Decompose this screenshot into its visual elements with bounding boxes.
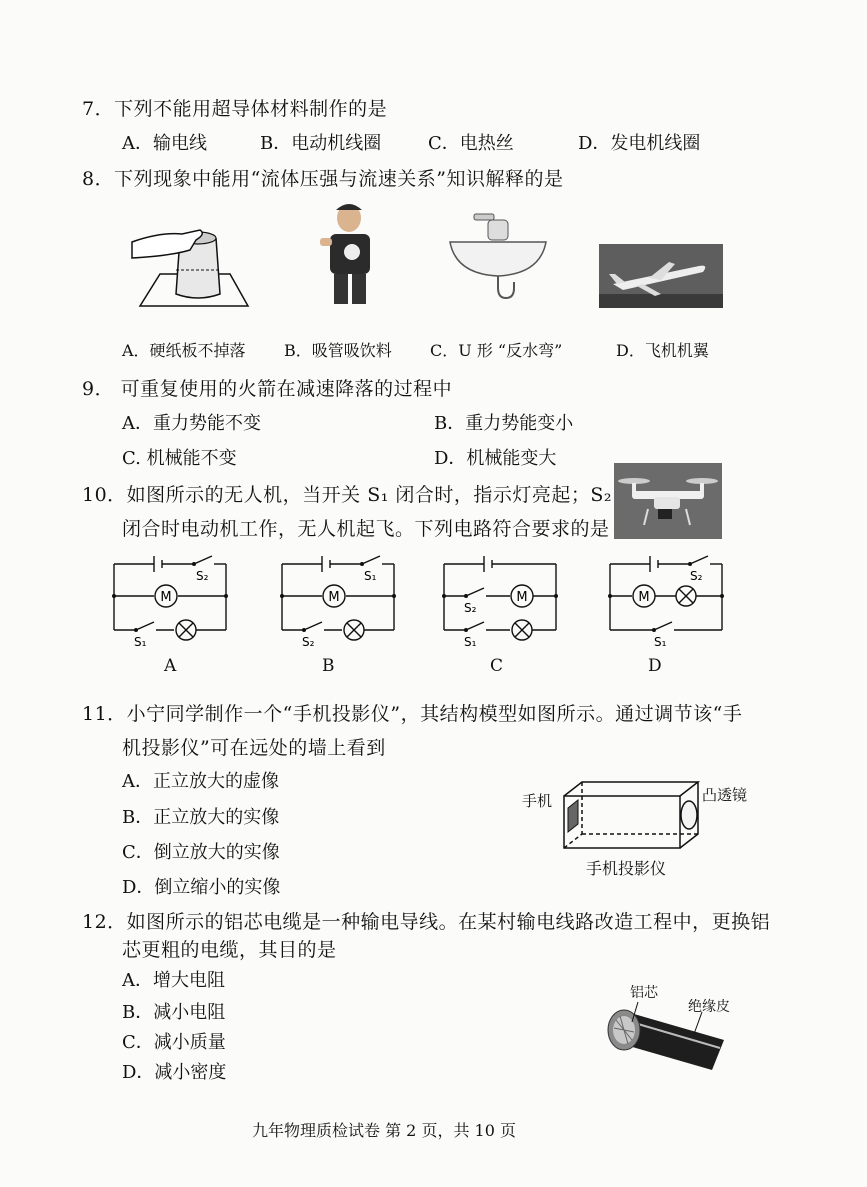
q10-image-drone — [614, 463, 722, 539]
q9-option-a: A．重力势能不变 — [122, 413, 261, 434]
q10-circuit-d-label: D — [648, 656, 662, 676]
q7-option-b: B．电动机线圈 — [260, 133, 382, 154]
q12-insulation-label: 绝缘皮 — [688, 999, 730, 1015]
q7-option-c: C．电热丝 — [428, 133, 514, 154]
q7-option-a: A．输电线 — [122, 133, 207, 154]
page-footer: 九年物理质检试卷 第 2 页，共 10 页 — [252, 1121, 516, 1140]
q8-option-b: B．吸管吸饮料 — [284, 341, 392, 360]
q11-figure-caption: 手机投影仪 — [586, 859, 667, 878]
q8-option-a: A．硬纸板不掉落 — [122, 341, 246, 360]
motor-label: M — [160, 590, 172, 605]
switch-label: S₁ — [364, 569, 377, 583]
motor-label: M — [638, 590, 650, 605]
switch-label: S₁ — [134, 635, 147, 649]
switch-label: S₁ — [464, 635, 477, 649]
q8-image-cardboard-cup — [130, 210, 258, 314]
q11-option-c: C．倒立放大的实像 — [122, 842, 280, 863]
q11-stem-line2: 机投影仪”可在远处的墙上看到 — [122, 737, 386, 759]
q11-stem-line1: 11．小宁同学制作一个“手机投影仪”，其结构模型如图所示。通过调节该“手 — [82, 703, 743, 725]
q10-circuit-c — [438, 548, 564, 650]
q12-option-a: A．增大电阻 — [122, 970, 225, 991]
q8-image-u-trap-sink — [444, 212, 552, 304]
q10-circuit-c-label: C — [490, 656, 504, 676]
q10-stem-line2: 闭合时电动机工作，无人机起飞。下列电路符合要求的是 — [122, 518, 610, 540]
q8-image-boy-straw — [316, 200, 378, 310]
q11-option-b: B．正立放大的实像 — [122, 807, 280, 828]
q11-option-d: D．倒立缩小的实像 — [122, 877, 281, 898]
q12-option-d: D．减小密度 — [122, 1062, 227, 1083]
q12-option-c: C．减小质量 — [122, 1032, 226, 1053]
q9-option-c: C. 机械能不变 — [122, 448, 237, 469]
q12-stem-line2: 芯更粗的电缆，其目的是 — [122, 939, 337, 961]
q9-option-b: B．重力势能变小 — [434, 413, 574, 434]
q10-circuit-a — [108, 548, 234, 650]
switch-label: S₂ — [196, 569, 209, 583]
q11-lens-label: 凸透镜 — [702, 786, 748, 804]
q8-image-airplane — [599, 244, 723, 308]
motor-label: M — [328, 590, 340, 605]
q8-stem: 8．下列现象中能用“流体压强与流速关系”知识解释的是 — [82, 168, 564, 190]
q9-stem: 9． 可重复使用的火箭在减速降落的过程中 — [82, 378, 453, 400]
q12-option-b: B．减小电阻 — [122, 1002, 226, 1023]
switch-label: S₂ — [302, 635, 315, 649]
q7-stem: 7．下列不能用超导体材料制作的是 — [82, 98, 388, 120]
motor-label: M — [516, 590, 528, 605]
q8-option-d: D．飞机机翼 — [616, 341, 709, 360]
switch-label: S₂ — [464, 601, 477, 615]
q10-circuit-b — [276, 548, 402, 650]
q7-option-d: D．发电机线圈 — [578, 133, 701, 154]
q9-option-d: D．机械能变大 — [434, 448, 557, 469]
q11-phone-label: 手机 — [522, 792, 553, 810]
q11-image-projector-box — [560, 778, 708, 852]
q12-core-label: 铝芯 — [630, 985, 658, 1001]
q10-circuit-b-label: B — [322, 656, 335, 676]
q10-circuit-d — [604, 548, 730, 650]
q10-stem-line1: 10．如图所示的无人机，当开关 S₁ 闭合时，指示灯亮起；S₂ — [82, 484, 613, 506]
q11-option-a: A．正立放大的虚像 — [122, 771, 279, 792]
q8-option-c: C．U 形 “反水弯” — [430, 341, 563, 360]
switch-label: S₁ — [654, 635, 667, 649]
switch-label: S₂ — [690, 569, 703, 583]
q12-stem-line1: 12．如图所示的铝芯电缆是一种输电导线。在某村输电线路改造工程中，更换铝 — [82, 911, 771, 933]
q10-circuit-a-label: A — [164, 656, 177, 676]
